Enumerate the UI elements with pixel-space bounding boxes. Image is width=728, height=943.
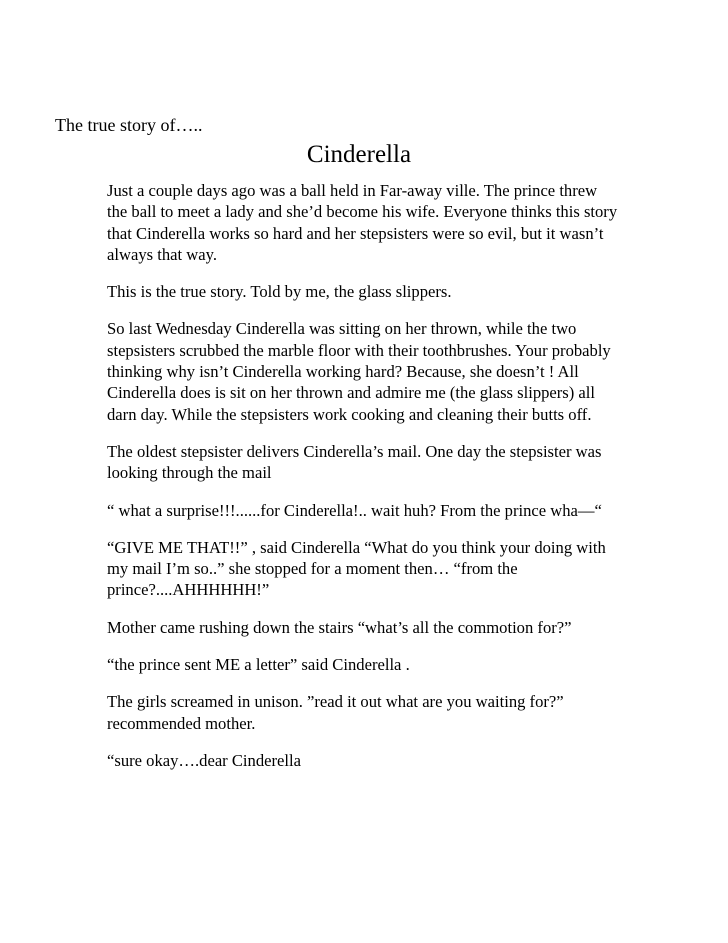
story-paragraph (107, 537, 632, 601)
story-line: “sure okay….dear Cinderella (107, 750, 301, 770)
story-line: Mother came rushing down the stairs “what’s all the commotion for?” (107, 617, 572, 637)
story-line: Just a couple days ago was a ball held in Far-away ville. The prince threw (107, 181, 598, 200)
story-paragraph (107, 441, 632, 484)
story-line: The girls screamed in unison. ”read it out what are you waiting for?” (107, 692, 564, 712)
story-paragraph (107, 617, 632, 638)
story-line: “the prince sent ME a letter” said Cinderella . (107, 655, 410, 675)
story-line: stepsisters scrubbed the marble floor with their toothbrushes. Your probably (107, 340, 611, 360)
story-line: “ what a surprise!!!......for Cinderella!.. wait huh? From the prince wha—“ (107, 500, 602, 520)
story-line: the ball to meet a lady and she’d become his wife. Everyone thinks this story (107, 202, 618, 222)
document-title (0, 140, 728, 170)
story-line: The oldest stepsister delivers Cinderella’s mail. One day the stepsister was (107, 441, 602, 461)
story-line: This is the true story. Told by me, the glass slippers. (107, 282, 452, 302)
document-pretitle: The true story of….. (55, 115, 203, 135)
story-paragraph (107, 500, 632, 521)
story-line: always that way. (107, 244, 217, 264)
story-body (107, 180, 632, 787)
story-line: darn day. While the stepsisters work cooking and cleaning their butts off. (107, 404, 592, 424)
story-paragraph (107, 691, 632, 734)
story-paragraph (107, 180, 632, 265)
story-line: my mail I’m so..” she stopped for a moment then… “from the (107, 559, 518, 579)
story-line: prince?....AHHHHHH!” (107, 580, 270, 600)
story-line: thinking why isn’t Cinderella working hard? Because, she doesn’t ! All (107, 362, 579, 382)
story-line: So last Wednesday Cinderella was sitting on her thrown, while the two (107, 319, 577, 339)
story-line: that Cinderella works so hard and her stepsisters were so evil, but it wasn’t (107, 223, 604, 243)
story-paragraph (107, 318, 632, 424)
story-paragraph (107, 750, 632, 771)
story-line: looking through the mail (107, 463, 272, 483)
story-line: “GIVE ME THAT!!” , said Cinderella “What do you think your doing with (107, 537, 606, 557)
story-paragraph (107, 281, 632, 302)
story-paragraph (107, 654, 632, 675)
story-line: Cinderella does is sit on her thrown and admire me (the glass slippers) all (107, 383, 596, 403)
document-title-text: Cinderella (306, 141, 412, 168)
story-line: recommended mother. (107, 713, 256, 733)
